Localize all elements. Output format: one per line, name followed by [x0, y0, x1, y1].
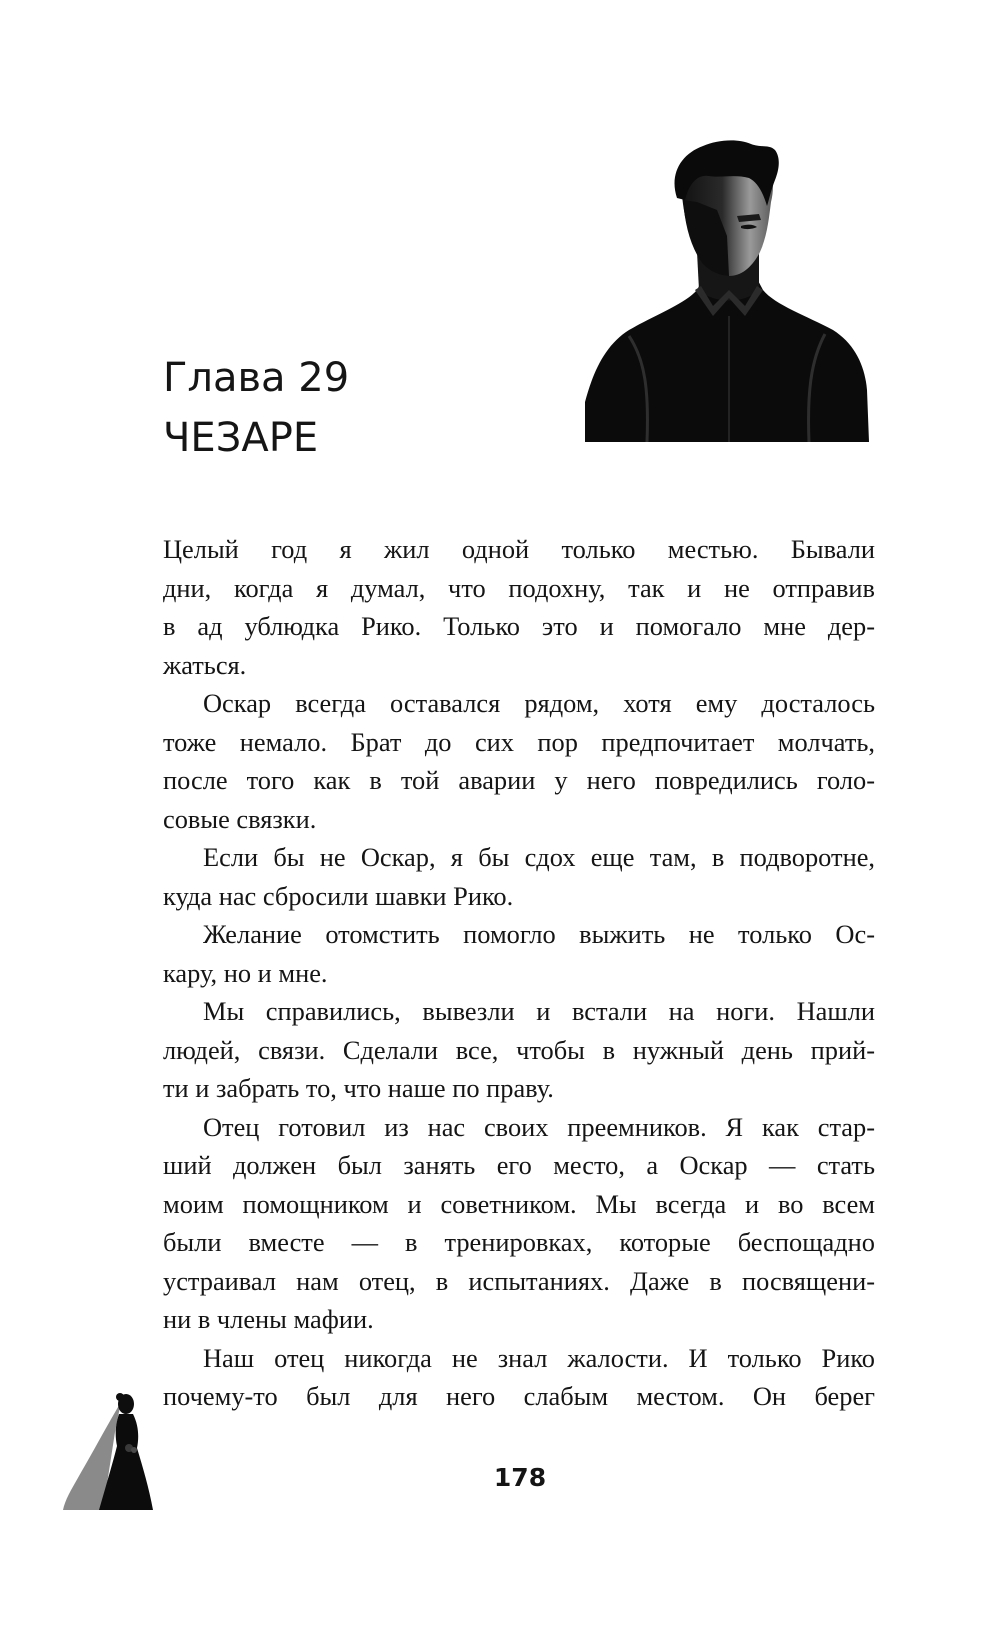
text-line: куда нас сбросили шавки Рико.: [163, 880, 514, 911]
chapter-body-text: [163, 530, 875, 1416]
text-line: моим помощником и советником. Мы всегда и во всем: [163, 1188, 875, 1219]
text-line: ти и забрать то, что наше по праву.: [163, 1073, 554, 1103]
text-line: устраивал нам отец, в испытаниях. Даже в посвящени-: [163, 1265, 875, 1296]
text-line: после того как в той аварии у него повредились голо-: [163, 765, 875, 795]
text-line: Отец готовил из нас своих преемников. Я как стар-: [203, 1111, 875, 1142]
text-line: кару, но и мне.: [163, 957, 328, 988]
text-line: Оскар всегда оставался рядом, хотя ему досталось: [203, 688, 875, 718]
text-line: ни в члены мафии.: [163, 1304, 374, 1334]
text-line: Если бы не Оскар, я бы сдох еще там, в подворотне,: [203, 842, 875, 872]
text-line: жаться.: [163, 649, 247, 680]
text-line: совые связки.: [163, 803, 317, 834]
page-number: 178: [493, 1463, 547, 1492]
bride-silhouette-icon: [63, 1392, 155, 1510]
text-line: дни, когда я думал, что подохну, так и не отправив: [163, 572, 875, 603]
text-line: людей, связи. Сделали все, чтобы в нужный день прий-: [163, 1034, 875, 1065]
text-line: в ад ублюдка Рико. Только это и помогало мне дер-: [163, 611, 875, 641]
man-silhouette-portrait-icon: [585, 140, 875, 442]
chapter-heading: [163, 348, 349, 468]
text-line: Мы справились, вывезли и встали на ноги. Нашли: [203, 996, 875, 1026]
text-line: почему-то был для него слабым местом. Он берег: [163, 1381, 875, 1411]
text-line: Желание отомстить помогло выжить не только Ос-: [203, 919, 875, 949]
chapter-number: Глава 29: [163, 355, 350, 401]
chapter-title: ЧЕЗАРЕ: [163, 415, 319, 461]
text-line: Наш отец никогда не знал жалости. И только Рико: [203, 1342, 875, 1373]
text-line: тоже немало. Брат до сих пор предпочитает молчать,: [163, 726, 875, 757]
text-line: ший должен был занять его место, а Оскар — стать: [163, 1150, 875, 1180]
text-line: были вместе — в тренировках, которые беспощадно: [163, 1227, 875, 1257]
text-line: Целый год я жил одной только местью. Бывали: [163, 534, 875, 564]
